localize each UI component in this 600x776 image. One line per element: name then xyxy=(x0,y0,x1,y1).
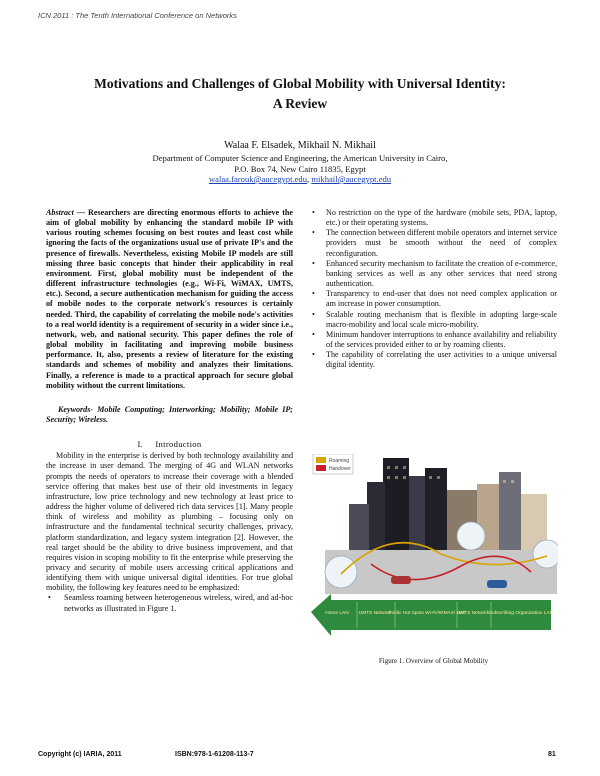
legend-roaming-label: Roaming xyxy=(329,458,350,464)
list-item: • The connection between different mobile operators and internet service providers must be smooth without the need of complex reconfiguration. xyxy=(310,228,557,258)
list-item: • The capability of correlating the user activities to a unique universal digital identity. xyxy=(310,350,557,370)
car xyxy=(391,576,411,584)
network-label: Subscribing Organization LAN xyxy=(488,611,554,616)
legend-handover-label: Handover xyxy=(329,466,351,472)
roaming-swatch xyxy=(316,457,326,463)
footer-copyright: Copyright (c) IARIA, 2011 xyxy=(38,751,122,758)
ground xyxy=(325,550,557,594)
left-bullet-list xyxy=(46,593,293,613)
network-label: Home LAN xyxy=(325,611,349,616)
list-item: • Seamless roaming between heterogeneous wireless, wired, and ad-hoc networks as illustrated in Figure 1. xyxy=(46,593,293,613)
list-item: • Scalable routing mechanism that is flexible in adopting large-scale macro-mobility and local scale micro-mobility. xyxy=(310,310,557,330)
list-item: • Minimum handover interruptions to enhance availability and reliability of the services provided either to or by roaming clients. xyxy=(310,330,557,350)
city-skyline xyxy=(349,458,547,554)
list-item: • Enhanced security mechanism to facilitate the creation of e-commerce, banking services as well as any other services that need strong authentication. xyxy=(310,259,557,289)
emails xyxy=(60,174,540,185)
section-title: Introduction xyxy=(155,439,202,450)
network-labels xyxy=(325,610,553,616)
car xyxy=(487,580,507,588)
authors: Walaa F. Elsadek, Mikhail N. Mikhail xyxy=(224,140,376,151)
left-column xyxy=(46,208,293,614)
user-bubble-left xyxy=(325,556,357,588)
running-header: ICN 2011 : The Tenth International Conference on Networks xyxy=(38,11,237,20)
list-item: • Transparency to end-user that does not need complex application or am increase in power consumption. xyxy=(310,289,557,309)
intro-paragraph: Mobility in the enterprise is derived by both technology availability and the increase in user demand. The merging of 4G and WLAN networks prompts the needs of operators to increase their coverage with a blended service offering that makes best use of their old investments in legacy infrastructure, low price technology and new technology at least price to address the higher volume of delivered rich data services [1]. Many people think of wireless and mobility as plumbing – focusing only on infrastructure and the fundamental technical security challenges, privacy, platform standardization, and legacy system integration [2]. However, the real target should be the ability to drive business improvement, and that requires vision in scoping mobility to fit the enterprise while preserving the privacy and security of mobile users accessing critical applications and identifying them with unique universal digital identities. For true global mobility, the following key features need to be emphasized: xyxy=(46,451,293,593)
abstract-dash: — xyxy=(73,208,89,217)
right-column xyxy=(310,208,557,371)
page-number: 81 xyxy=(548,751,556,758)
section-number: I. xyxy=(137,439,144,450)
email-link-1[interactable]: walaa.farouk@aucegypt.edu xyxy=(208,174,308,184)
title-line-2: A Review xyxy=(272,96,328,111)
affiliation-line-2: P.O. Box 74, New Cairo 11835, Egypt xyxy=(234,163,366,174)
figure-caption: Figure 1. Overview of Global Mobility xyxy=(378,657,489,665)
footer-isbn: ISBN:978-1-61208-113-7 xyxy=(175,751,254,758)
network-label: UMTS Network xyxy=(358,611,392,616)
network-label: UMTS Network xyxy=(456,611,490,616)
section-heading xyxy=(46,439,293,449)
affiliation-line-1: Department of Computer Science and Engineering, the American University in Cairo, xyxy=(152,153,448,163)
keywords: Keywords- Mobile Computing; Interworking; Mobility; Mobile IP; Security; Wireless. xyxy=(46,404,293,424)
title-line-1: Motivations and Challenges of Global Mobility with Universal Identity: xyxy=(94,76,506,91)
user-bubble-middle xyxy=(457,522,485,550)
feature-bullet-list xyxy=(310,208,557,371)
abstract-text: Researchers are directing enormous efforts to achieve the aim of global mobility by enhancing the standard mobile IP with various routing schemes focusing on best routes and least cost while ignoring the facts of the organizations usual use of private IP's and the presence of firewalls. Nevertheless, existing Mobile IP models are still missing three basic concepts that hinder their applicability in real environment. First, global mobility must be independent of the different infrastructure technologies (e.g., Wi-Fi, WiMAX, UMTS, etc.). Second, a secure authentication mechanism for guiding the access of mobile nodes to the corporate network's resources is certainly needed. Third, the capability of correlating the mobile node's activities to a real world identity is a requirement of security in a wider since i.e., network, web, and national security. This paper defines the role of global mobility in facilitating and improving mobile business performance. It, also, presents a review of literature for the existing standards and schemes of mobility and analyzes their limitations. Finally, a reference is made to a practical approach for secure global mobility without the current limitations. xyxy=(46,208,293,390)
abstract-label: Abstract xyxy=(46,208,74,217)
affiliation xyxy=(60,153,540,185)
global-mobility-figure xyxy=(311,454,558,650)
list-item: • No restriction on the type of the hardware (mobile sets, PDA, laptop, etc.) or their operating systems. xyxy=(310,208,557,228)
email-separator: , xyxy=(307,174,312,184)
abstract xyxy=(46,208,293,391)
network-label: Public Hot Spots Wi-Fi/WIMAX/ SAT xyxy=(388,611,466,616)
paper-title xyxy=(40,74,560,114)
handover-swatch xyxy=(316,465,326,471)
user-bubble-right xyxy=(533,540,558,568)
email-link-2[interactable]: mikhail@aucegypt.edu xyxy=(311,174,392,184)
